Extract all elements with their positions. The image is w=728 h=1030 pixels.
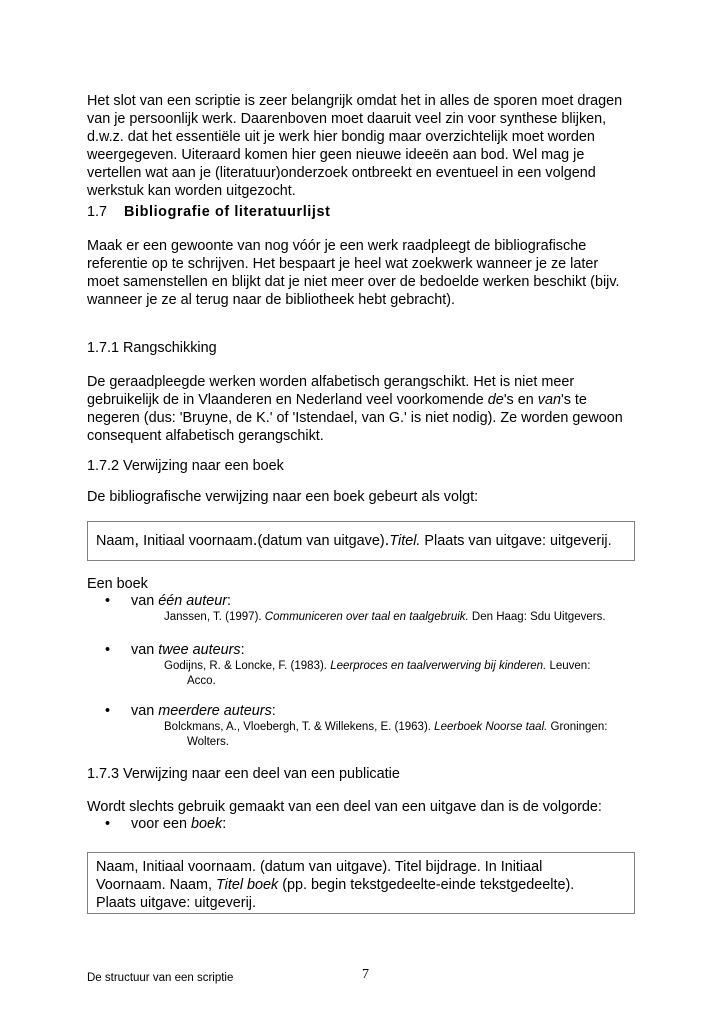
text-span: Bolckmans, A., Vloebergh, T. & Willekens, E. (1963). <box>164 721 435 733</box>
section-1-7-2-intro: De bibliografische verwijzing naar een boek gebeurt als volgt: <box>87 489 479 505</box>
text-span: : <box>227 593 232 609</box>
text-line: vertellen wat aan je (literatuur)onderzoek ontbreekt en eventueel in een volgend <box>87 165 596 181</box>
bullet-icon: • <box>105 593 111 609</box>
text-span: (datum van uitgave) <box>257 533 385 549</box>
section-number: 1.7 <box>87 204 108 220</box>
text-line: werkstuk kan worden uitgezocht. <box>87 183 296 199</box>
emphasis-text: één auteur <box>158 593 228 609</box>
section-title: Verwijzing naar een deel van een publicatie <box>123 766 400 782</box>
emphasis-text: de <box>487 392 504 408</box>
text-span: van <box>131 703 159 719</box>
text-line: moet samenstellen en blijkt dat je niet meer over de bedoelde werken beschikt (bijv. <box>87 274 620 290</box>
text-span: Naam <box>96 533 135 549</box>
text-span: Acco. <box>187 675 216 687</box>
text-span: 's te <box>560 392 587 408</box>
list-item <box>105 702 276 720</box>
text-span: : <box>240 642 245 658</box>
text-span: voor een <box>131 816 192 832</box>
section-number: 1.7.1 <box>87 340 120 356</box>
section-heading-1-7-1 <box>87 339 217 357</box>
text-span: . <box>384 530 390 549</box>
text-line: Plaats uitgave: uitgeverij. <box>96 895 256 911</box>
een-boek-label: Een boek <box>87 576 148 592</box>
reference-example <box>164 720 607 750</box>
section-heading-1-7-3 <box>87 765 400 783</box>
section-heading-1-7 <box>87 203 331 221</box>
section-1-7-1-paragraph <box>87 373 623 445</box>
text-span: Wolters. <box>187 736 229 748</box>
text-span: Leuven: <box>546 660 591 672</box>
section-number: 1.7.2 <box>87 458 120 474</box>
emphasis-text: Leerboek Noorse taal. <box>434 721 548 733</box>
page-number: 7 <box>362 967 369 982</box>
section-title: Rangschikking <box>123 340 217 356</box>
text-span: Janssen, T. (1997). <box>164 611 265 623</box>
text-span: : <box>271 703 276 719</box>
text-line: Naam, Initiaal voornaam. (datum van uitgave). Titel bijdrage. In Initiaal <box>96 859 543 875</box>
text-span: : <box>222 816 227 832</box>
bullet-icon: • <box>105 642 111 658</box>
bullet-icon: • <box>105 703 111 719</box>
emphasis-text: Titel boek <box>215 877 279 893</box>
text-span: gebruikelijk de in Vlaanderen en Nederland veel voorkomende <box>87 392 488 408</box>
emphasis-text: meerdere auteurs <box>158 703 272 719</box>
text-span: Godijns, R. & Loncke, F. (1983). <box>164 660 331 672</box>
text-span: van <box>131 642 159 658</box>
text-span: Groningen: <box>547 721 608 733</box>
section-1-7-3-intro: Wordt slechts gebruik gemaakt van een deel van een uitgave dan is de volgorde: <box>87 799 602 815</box>
emphasis-text: twee auteurs <box>158 642 241 658</box>
text-line: Maak er een gewoonte van nog vóór je een werk raadpleegt de bibliografische <box>87 238 587 254</box>
section-1-7-paragraph <box>87 237 619 309</box>
text-span: van <box>131 593 159 609</box>
text-span: Plaats van uitgave: uitgeverij. <box>420 533 612 549</box>
text-span: (pp. begin tekstgedeelte-einde tekstgedeelte). <box>278 877 575 893</box>
text-span: Den Haag: Sdu Uitgevers. <box>468 611 606 623</box>
list-item <box>105 592 231 610</box>
list-item <box>105 641 245 659</box>
book-format-box <box>87 521 635 561</box>
emphasis-text: van <box>537 392 561 408</box>
text-span: Initiaal voornaam <box>139 533 253 549</box>
text-line: consequent alfabetisch gerangschikt. <box>87 428 324 444</box>
text-line: negeren (dus: 'Bruyne, de K.' of 'Istendael, van G.' is niet nodig). Ze worden gewoon <box>87 410 623 426</box>
text-line: Het slot van een scriptie is zeer belangrijk omdat het in alles de sporen moet dragen <box>87 93 623 109</box>
text-line: van je persoonlijk werk. Daarenboven moet daaruit veel zin voor synthese blijken, <box>87 111 607 127</box>
text-span: . <box>252 530 258 549</box>
text-line: wanneer je ze al terug naar de bibliotheek hebt gebracht). <box>87 292 456 308</box>
text-span: Voornaam. Naam, <box>96 877 216 893</box>
reference-example <box>164 659 590 689</box>
text-line <box>87 391 623 409</box>
reference-example <box>164 610 606 625</box>
section-title: Bibliografie of literatuurlijst <box>124 204 331 220</box>
part-format-box <box>87 852 635 914</box>
text-span: 's en <box>503 392 538 408</box>
emphasis-text: Communiceren over taal en taalgebruik. <box>264 611 469 623</box>
emphasis-text: Leerproces en taalverwerving bij kinderen. <box>330 660 547 672</box>
footer-title: De structuur van een scriptie <box>87 972 234 984</box>
text-line: De geraadpleegde werken worden alfabetisch gerangschikt. Het is niet meer <box>87 374 575 390</box>
intro-paragraph <box>87 92 622 200</box>
text-line <box>96 876 626 894</box>
emphasis-text: Titel. <box>389 533 421 549</box>
emphasis-text: boek <box>191 816 223 832</box>
bullet-icon: • <box>105 816 111 832</box>
text-line: weergegeven. Uiteraard komen hier geen nieuwe ideeën aan bod. Wel mag je <box>87 147 585 163</box>
text-line: referentie op te schrijven. Het bespaart je heel wat zoekwerk wanneer je ze later <box>87 256 599 272</box>
section-title: Verwijzing naar een boek <box>123 458 284 474</box>
section-heading-1-7-2 <box>87 457 284 475</box>
list-item <box>105 815 226 833</box>
text-span: , <box>134 530 140 549</box>
section-number: 1.7.3 <box>87 766 120 782</box>
text-line: d.w.z. dat het essentiële uit je werk hier bondig maar overzichtelijk moet worden <box>87 129 595 145</box>
